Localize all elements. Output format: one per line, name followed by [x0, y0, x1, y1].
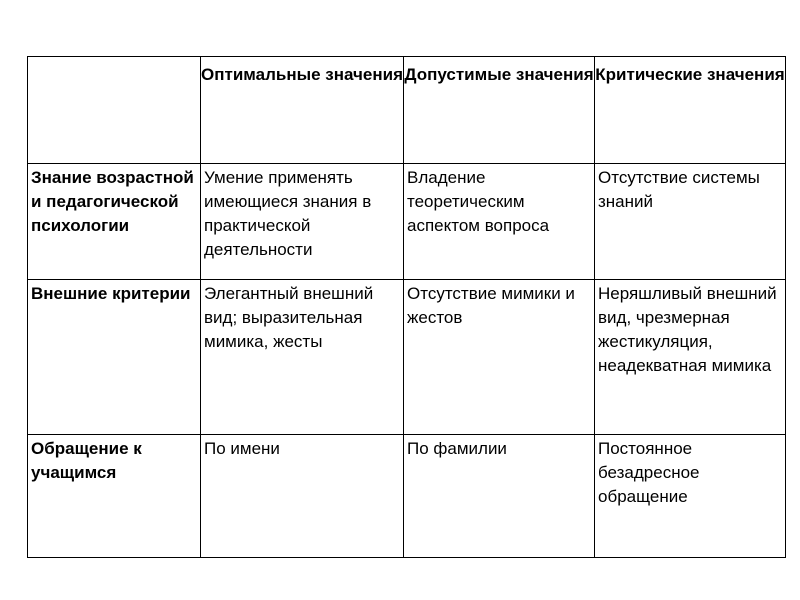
- cell-optimal: Элегантный внешний вид; выразительная мимика, жесты: [201, 280, 404, 435]
- criteria-table: [27, 56, 786, 558]
- row-header: Обращение к учащимся: [28, 435, 201, 558]
- table-header-row: [28, 57, 786, 164]
- column-header-critical: Критические значения: [595, 57, 786, 164]
- cell-acceptable: Владение теоретическим аспектом вопроса: [404, 164, 595, 280]
- row-header: Знание возрастной и педагогической психологии: [28, 164, 201, 280]
- column-header-acceptable: Допустимые значения: [404, 57, 595, 164]
- cell-critical: Отсутствие системы знаний: [595, 164, 786, 280]
- cell-acceptable: Отсутствие мимики и жестов: [404, 280, 595, 435]
- table-row: [28, 280, 786, 435]
- column-header-optimal: Оптимальные значения: [201, 57, 404, 164]
- cell-critical: Неряшливый внешний вид, чрезмерная жестикуляция, неадекватная мимика: [595, 280, 786, 435]
- cell-optimal: По имени: [201, 435, 404, 558]
- cell-critical: Постоянное безадресное обращение: [595, 435, 786, 558]
- cell-optimal: Умение применять имеющиеся знания в практической деятельности: [201, 164, 404, 280]
- row-header: Внешние критерии: [28, 280, 201, 435]
- table-row: [28, 164, 786, 280]
- cell-acceptable: По фамилии: [404, 435, 595, 558]
- table-row: [28, 435, 786, 558]
- corner-cell: [28, 57, 201, 164]
